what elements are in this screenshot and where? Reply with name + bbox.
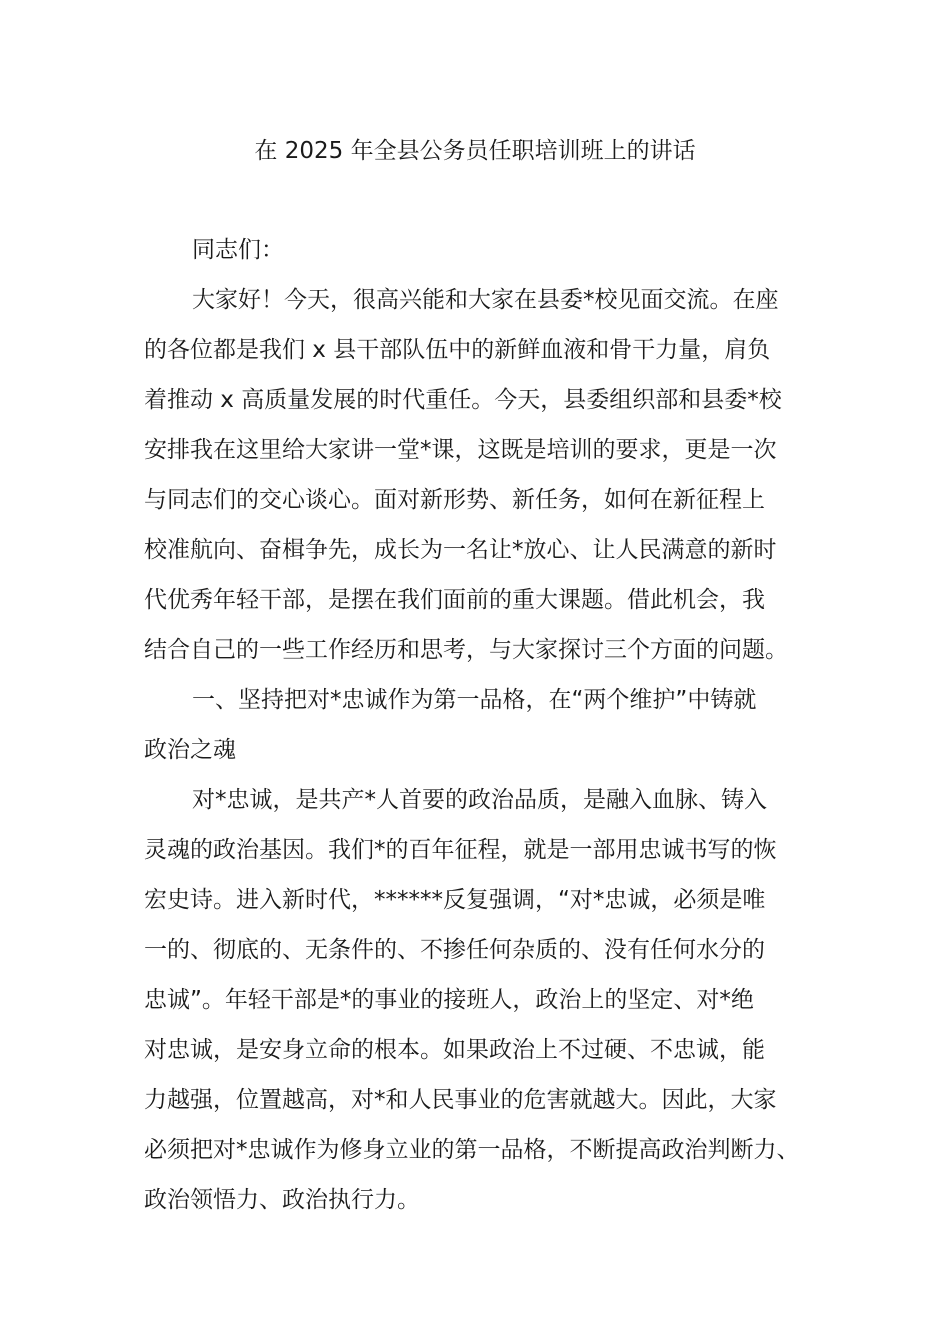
paragraph-line: 结合自己的一些工作经历和思考，与大家探讨三个方面的问题。 (144, 637, 788, 663)
paragraph-line: 灵魂的政治基因。我们*的百年征程，就是一部用忠诚书写的恢 (144, 837, 777, 863)
paragraph-line: 对*忠诚，是共产*人首要的政治品质，是融入血脉、铸入 (192, 787, 767, 813)
paragraph-line: 的各位都是我们 x 县干部队伍中的新鲜血液和骨干力量，肩负 (144, 337, 771, 363)
paragraph-line: 着推动 x 高质量发展的时代重任。今天，县委组织部和县委*校 (144, 387, 782, 413)
paragraph-line: 宏史诗。进入新时代，******反复强调，“对*忠诚，必须是唯 (144, 887, 766, 913)
section-heading-line: 一、坚持把对*忠诚作为第一品格，在“两个维护”中铸就 (192, 687, 757, 713)
paragraph-line: 安排我在这里给大家讲一堂*课，这既是培训的要求，更是一次 (144, 437, 777, 463)
salutation-line: 同志们： (192, 237, 284, 263)
paragraph-line: 大家好！今天，很高兴能和大家在县委*校见面交流。在座 (192, 287, 779, 313)
paragraph-line: 与同志们的交心谈心。面对新形势、新任务，如何在新征程上 (144, 487, 765, 513)
paragraph-line: 必须把对*忠诚作为修身立业的第一品格，不断提高政治判断力、 (144, 1137, 800, 1163)
document-title: 在 2025 年全县公务员任职培训班上的讲话 (254, 138, 696, 164)
paragraph-line: 校准航向、奋楫争先，成长为一名让*放心、让人民满意的新时 (144, 537, 777, 563)
paragraph-line: 代优秀年轻干部，是摆在我们面前的重大课题。借此机会，我 (144, 587, 765, 613)
paragraph-line: 力越强，位置越高，对*和人民事业的危害就越大。因此，大家 (144, 1087, 777, 1113)
paragraph-line: 一的、彻底的、无条件的、不掺任何杂质的、没有任何水分的 (144, 937, 765, 963)
paragraph-line: 对忠诚，是安身立命的根本。如果政治上不过硬、不忠诚，能 (144, 1037, 765, 1063)
paragraph-line: 忠诚”。年轻干部是*的事业的接班人，政治上的坚定、对*绝 (144, 987, 754, 1013)
section-heading-line: 政治之魂 (144, 737, 236, 763)
paragraph-line: 政治领悟力、政治执行力。 (144, 1187, 420, 1213)
document-body (144, 232, 814, 1232)
